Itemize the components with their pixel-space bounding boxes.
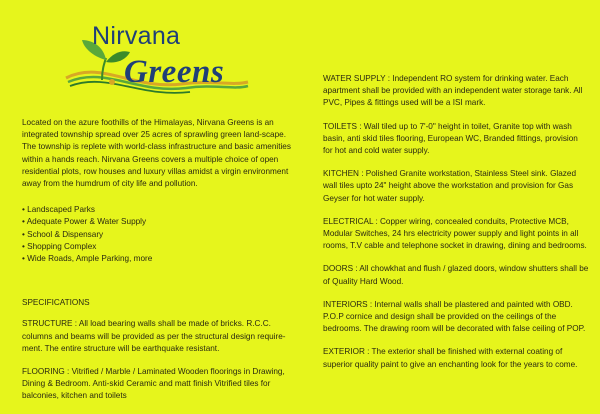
spec-electrical: ELECTRICAL : Copper wiring, concealed conduits, Protective MCB, Modular Switches, 24 hrs electricity power supply and light points in all rooms, T.V cable and telephone socket in drawing, dining and bedrooms. [323,216,587,251]
spec-water-supply: WATER SUPPLY : Independent RO system for drinking water. Each apartment shall be provided with an independent water storage tank. All PVC, Pipes & fittings used will be a ISI mark. [323,74,583,108]
list-item: • School & Dispensary [22,229,302,241]
logo-wordmark-nirvana: Nirvana [92,22,181,50]
list-item: • Shopping Complex [22,241,302,253]
right-column [323,73,589,382]
spec-doors: DOORS : All chowkhat and flush / glazed doors, window shutters shall be of Quality Hard Wood. [323,264,589,286]
list-item: • Adequate Power & Water Supply [22,216,302,228]
nirvana-greens-logo [62,20,252,98]
spec-structure: STRUCTURE : All load bearing walls shall be made of bricks. R.C.C. columns and beams will be provided as per the structural design require-ment. The entire structure will be earthquake resistant. [22,319,286,353]
left-column [22,117,302,414]
list-item: • Wide Roads, Ample Parking, more [22,253,302,265]
spec-interiors: INTERIORS : Internal walls shall be plastered and painted with OBD. P.O.P cornice and design shall be provided on the ceilings of the bedrooms. The drawing room will be decorated with false ceiling of POP. [323,299,586,334]
feature-list [22,204,302,265]
spec-flooring: FLOORING : Vitrified / Marble / Laminated Wooden floorings in Drawing, Dining & Bedroom. Anti-skid Ceramic and matt finish Vitrified tiles for balconies, kitchen and toilets [22,367,285,401]
list-item: • Landscaped Parks [22,204,302,216]
spec-kitchen: KITCHEN : Polished Granite workstation, Stainless Steel sink. Glazed wall tiles upto 24" height above the workstation and provision for Gas Geyser for hot water supply. [323,169,577,203]
intro-paragraph: Located on the azure foothills of the Himalayas, Nirvana Greens is an integrated township spread over 25 acres of sprawling green land-scape. The township is replete with world-class infrastructure and basic amenities within a hands reach. Nirvana Greens covers a multiple choice of open residential plots, row houses and luxury villas amidst a virgin environment away from the humdrum of city life and pollution. [22,118,291,189]
logo-wordmark-greens: Greens [124,54,225,90]
specifications-heading: SPECIFICATIONS [22,298,90,308]
spec-exterior: EXTERIOR : The exterior shall be finished with external coating of superior quality paint to give an enchanting look for the years to come. [323,347,578,369]
spec-toilets: TOILETS : Wall tiled up to 7'-0" height in toilet, Granite top with wash basin, anti skid tiles flooring, European WC, Branded fittings, provision for hot and cold water supply. [323,121,578,156]
